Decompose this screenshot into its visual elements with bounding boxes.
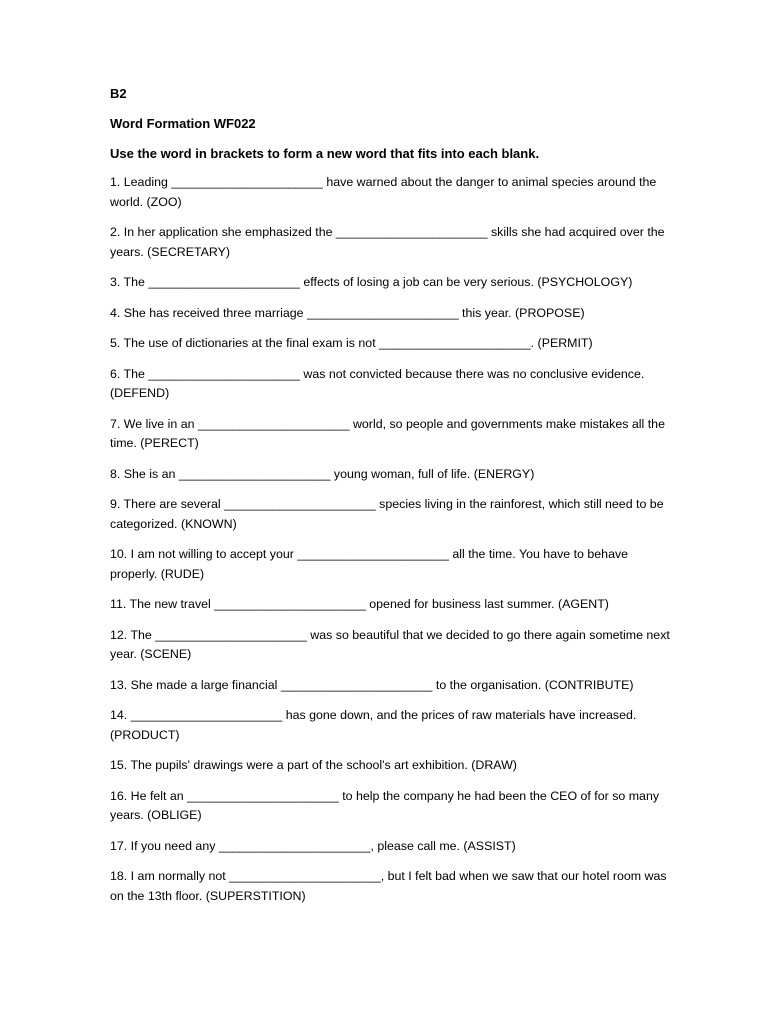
exercise-item — [110, 867, 670, 906]
exercise-text: 14. ______________________ has gone down, and the prices of raw materials have increased. (PRODUCT) — [110, 708, 640, 742]
instructions: Use the word in brackets to form a new word that fits into each blank. — [110, 146, 540, 161]
exercise-text: 5. The use of dictionaries at the final exam is not ______________________. (PERMIT) — [110, 336, 593, 350]
exercise-item — [110, 756, 670, 776]
exercise-text: 1. Leading ______________________ have warned about the danger to animal species around the world. (ZOO) — [110, 175, 660, 209]
exercise-item — [110, 173, 670, 212]
exercise-item — [110, 706, 670, 745]
exercise-item — [110, 545, 670, 584]
exercise-item — [110, 273, 670, 293]
exercise-item — [110, 334, 670, 354]
exercise-item — [110, 676, 670, 696]
exercise-text: 13. She made a large financial ______________________ to the organisation. (CONTRIBUTE) — [110, 677, 634, 692]
exercise-text: 16. He felt an ______________________ to help the company he had been the CEO of for so many years. (OBLIGE) — [110, 788, 663, 822]
exercise-text: 10. I am not willing to accept your ______________________ all the time. You have to behave properly. (RUDE) — [110, 547, 632, 581]
exercise-item — [110, 465, 670, 485]
exercise-text: 7. We live in an ______________________ world, so people and governments make mistakes all the time. (PERECT) — [110, 416, 669, 450]
worksheet-title: Word Formation WF022 — [110, 116, 256, 131]
exercise-item — [110, 787, 670, 826]
exercise-text: 15. The pupils' drawings were a part of the school's art exhibition. (DRAW) — [110, 758, 517, 772]
exercise-item — [110, 415, 670, 454]
exercise-item — [110, 365, 670, 404]
exercise-item — [110, 495, 670, 534]
exercise-item — [110, 837, 670, 857]
exercise-item — [110, 223, 670, 262]
exercise-text: 11. The new travel ______________________ opened for business last summer. (AGENT) — [110, 597, 609, 611]
exercise-text: 6. The ______________________ was not convicted because there was no conclusive evidence. (DEFEND) — [110, 366, 648, 400]
exercise-text: 9. There are several ______________________ species living in the rainforest, which still need to be categorized. (KNOWN) — [110, 497, 668, 531]
exercise-text: 4. She has received three marriage ______________________ this year. (PROPOSE) — [110, 305, 585, 320]
exercise-text: 17. If you need any ______________________, please call me. (ASSIST) — [110, 838, 516, 853]
exercise-text: 18. I am normally not ______________________, but I felt bad when we saw that our hotel room was on the 13th floor. (SUPERSTITION) — [110, 869, 671, 903]
exercise-text: 12. The ______________________ was so beautiful that we decided to go there again sometime next year. (SCENE) — [110, 627, 674, 661]
exercise-text: 3. The ______________________ effects of losing a job can be very serious. (PSYCHOLOGY) — [110, 275, 633, 289]
worksheet-page — [110, 86, 674, 917]
exercise-text: 2. In her application she emphasized the ______________________ skills she had acquired over the years. (SECRETARY) — [110, 225, 668, 259]
exercise-list — [110, 173, 674, 906]
exercise-item — [110, 626, 674, 665]
level-label: B2 — [110, 86, 127, 101]
exercise-item — [110, 595, 670, 615]
exercise-item — [110, 304, 670, 324]
exercise-text: 8. She is an ______________________ young woman, full of life. (ENERGY) — [110, 466, 535, 481]
